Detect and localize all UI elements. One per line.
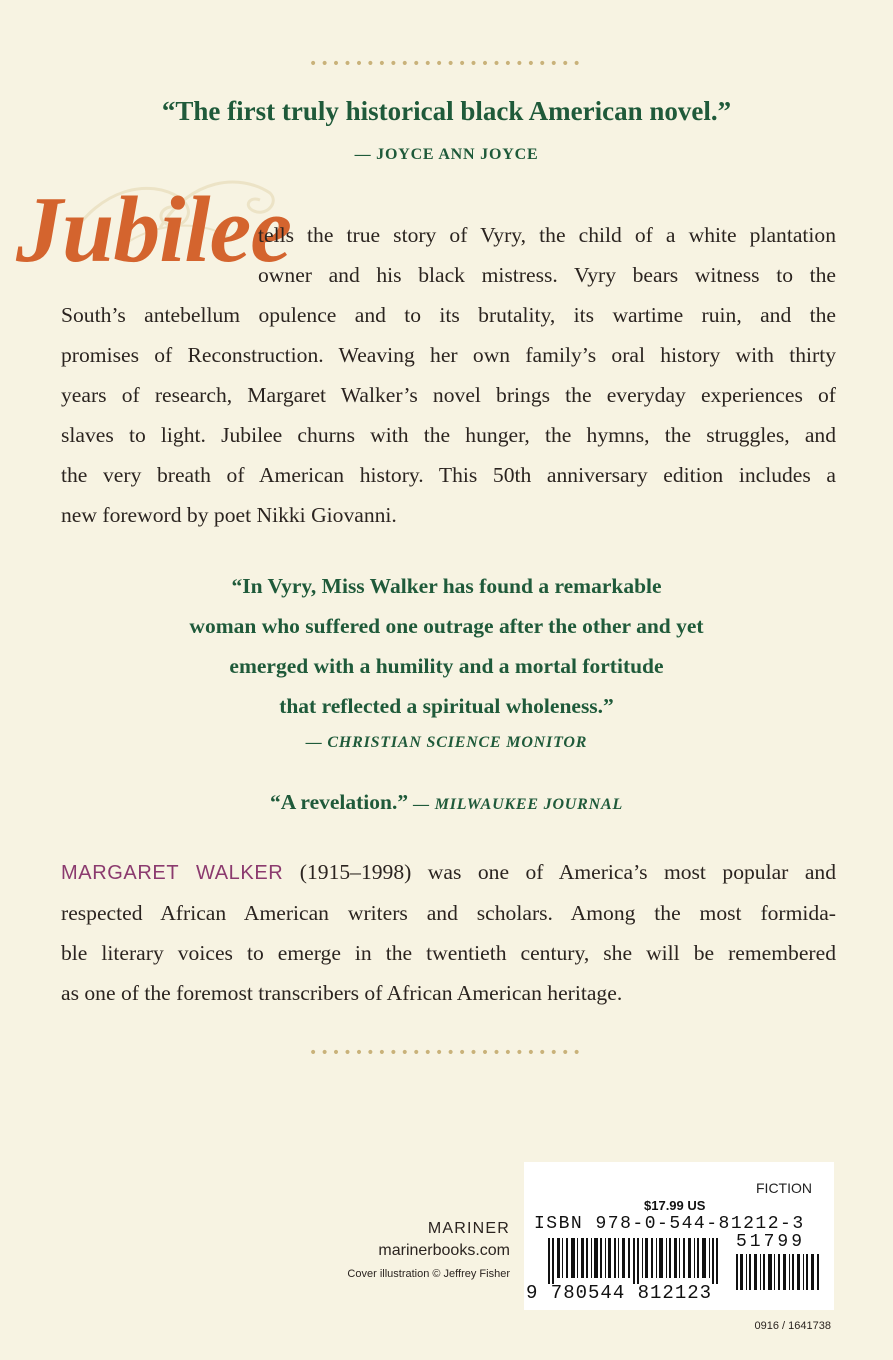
- top-quote: “The first truly historical black American novel.”: [161, 96, 732, 126]
- print-code: 0916 / 1641738: [754, 1320, 831, 1332]
- jubilee-title-word: Jubilee: [16, 178, 291, 282]
- author-name: MARGARET WALKER: [61, 862, 284, 884]
- description-line: the very breath of American history. This 50th anniversary edition includes a: [61, 463, 836, 487]
- description-line: slaves to light. Jubilee churns with the hunger, the hymns, the struggles, and: [61, 423, 836, 447]
- top-dotted-rule: ••••••••••••••••••••••••: [309, 56, 584, 72]
- addon-barcode-icon: [736, 1254, 822, 1290]
- quote-line: emerged with a humility and a mortal fortitude: [229, 654, 664, 678]
- bio-line: respected African American writers and scholars. Among the most formida-: [61, 901, 836, 925]
- book-description: [61, 215, 836, 535]
- mid-quote-attribution: — CHRISTIAN SCIENCE MONITOR: [305, 734, 588, 751]
- revelation-quote: [0, 790, 893, 815]
- publisher-website: marinerbooks.com: [378, 1242, 510, 1259]
- quote-line: that reflected a spiritual wholeness.”: [279, 694, 614, 718]
- addon-number: 51799: [736, 1232, 806, 1252]
- bio-line: ble literary voices to emerge in the twentieth century, she will be remembered: [61, 941, 836, 965]
- description-line: South’s antebellum opulence and to its brutality, its wartime ruin, and the: [61, 303, 836, 327]
- quote-line: woman who suffered one outrage after the other and yet: [189, 614, 704, 638]
- author-bio: [61, 852, 836, 1013]
- bio-line: [61, 852, 836, 893]
- barcode-box: [524, 1162, 834, 1310]
- ean-barcode-icon: [548, 1238, 724, 1284]
- bottom-dotted-rule: ••••••••••••••••••••••••: [309, 1045, 584, 1061]
- revelation-quote-text: “A revelation.”: [269, 790, 409, 814]
- bio-line: as one of the foremost transcribers of African American heritage.: [61, 981, 623, 1005]
- ean-number: 9 780544 812123: [526, 1282, 713, 1304]
- publisher-name: MARINER: [427, 1220, 510, 1237]
- description-line: years of research, Margaret Walker’s novel brings the everyday experiences of: [61, 383, 836, 407]
- description-line: tells the true story of Vyry, the child of a white plantation: [258, 223, 836, 247]
- quote-line: “In Vyry, Miss Walker has found a remarkable: [231, 574, 662, 598]
- category-label: FICTION: [756, 1180, 812, 1196]
- bio-line-text: (1915–1998) was one of America’s most popular and: [283, 860, 836, 884]
- price-label: $17.99 US: [644, 1198, 706, 1213]
- top-quote-attribution: — JOYCE ANN JOYCE: [354, 146, 539, 163]
- revelation-quote-attribution: — MILWAUKEE JOURNAL: [413, 796, 624, 813]
- isbn-label: ISBN 978-0-544-81212-3: [534, 1214, 805, 1234]
- publisher-block: [280, 1220, 510, 1280]
- christian-science-monitor-quote: [0, 566, 893, 726]
- description-line: owner and his black mistress. Vyry bears witness to the: [258, 263, 836, 287]
- description-line: new foreword by poet Nikki Giovanni.: [61, 503, 397, 527]
- description-line: promises of Reconstruction. Weaving her own family’s oral history with thirty: [61, 343, 836, 367]
- cover-credit: Cover illustration © Jeffrey Fisher: [347, 1268, 510, 1280]
